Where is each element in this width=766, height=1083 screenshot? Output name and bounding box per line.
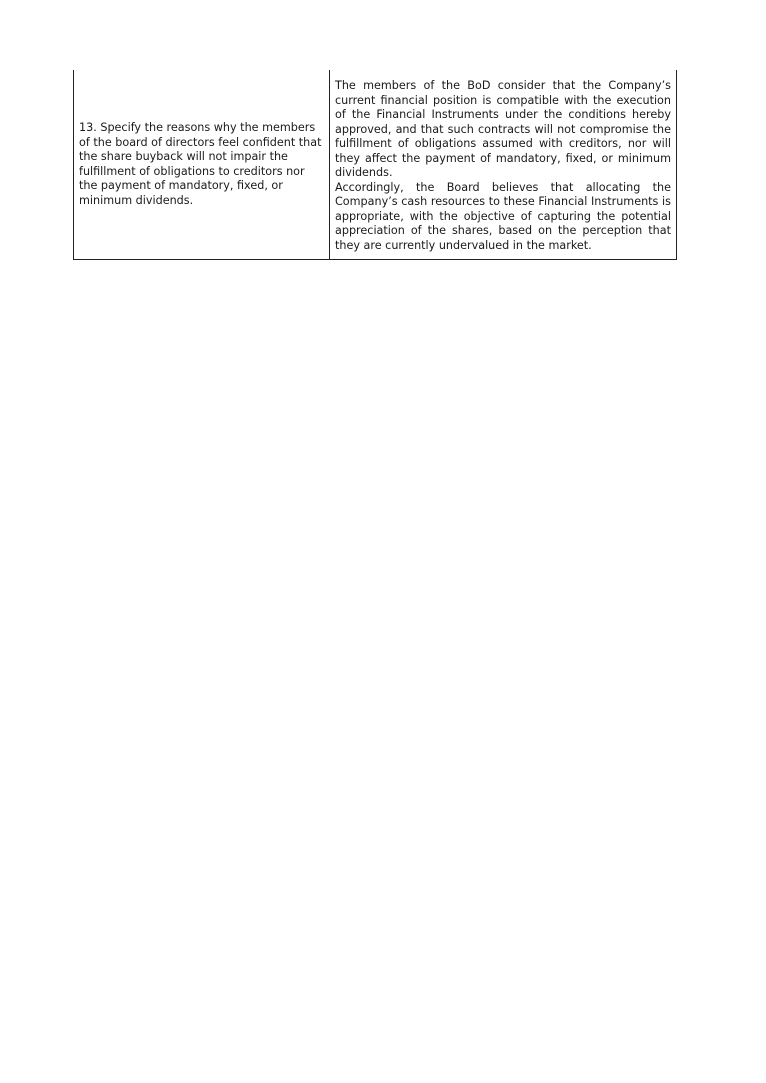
answer-paragraph-2: Accordingly, the Board believes that allocating the Company’s cash resources to these Financial Instruments is appropriate, with the objective of capturing the potential appreciation of the shares, based on the perception that they are currently undervalued in the market. — [335, 180, 671, 252]
answer-cell — [330, 70, 676, 259]
question-text: 13. Specify the reasons why the members of the board of directors feel confident that the share buyback will not impair the fulfillment of obligations to creditors nor the payment of mandatory, fixed, or minimum dividends. — [79, 121, 322, 207]
answer-paragraph-1: The members of the BoD consider that the Company’s current financial position is compatible with the execution of the Financial Instruments under the conditions hereby approved, and that such contracts will not compromise the fulfillment of obligations assumed with creditors, nor will they affect the payment of mandatory, fixed, or minimum dividends. — [335, 79, 671, 179]
question-cell — [74, 70, 330, 259]
questionnaire-table — [73, 70, 677, 260]
